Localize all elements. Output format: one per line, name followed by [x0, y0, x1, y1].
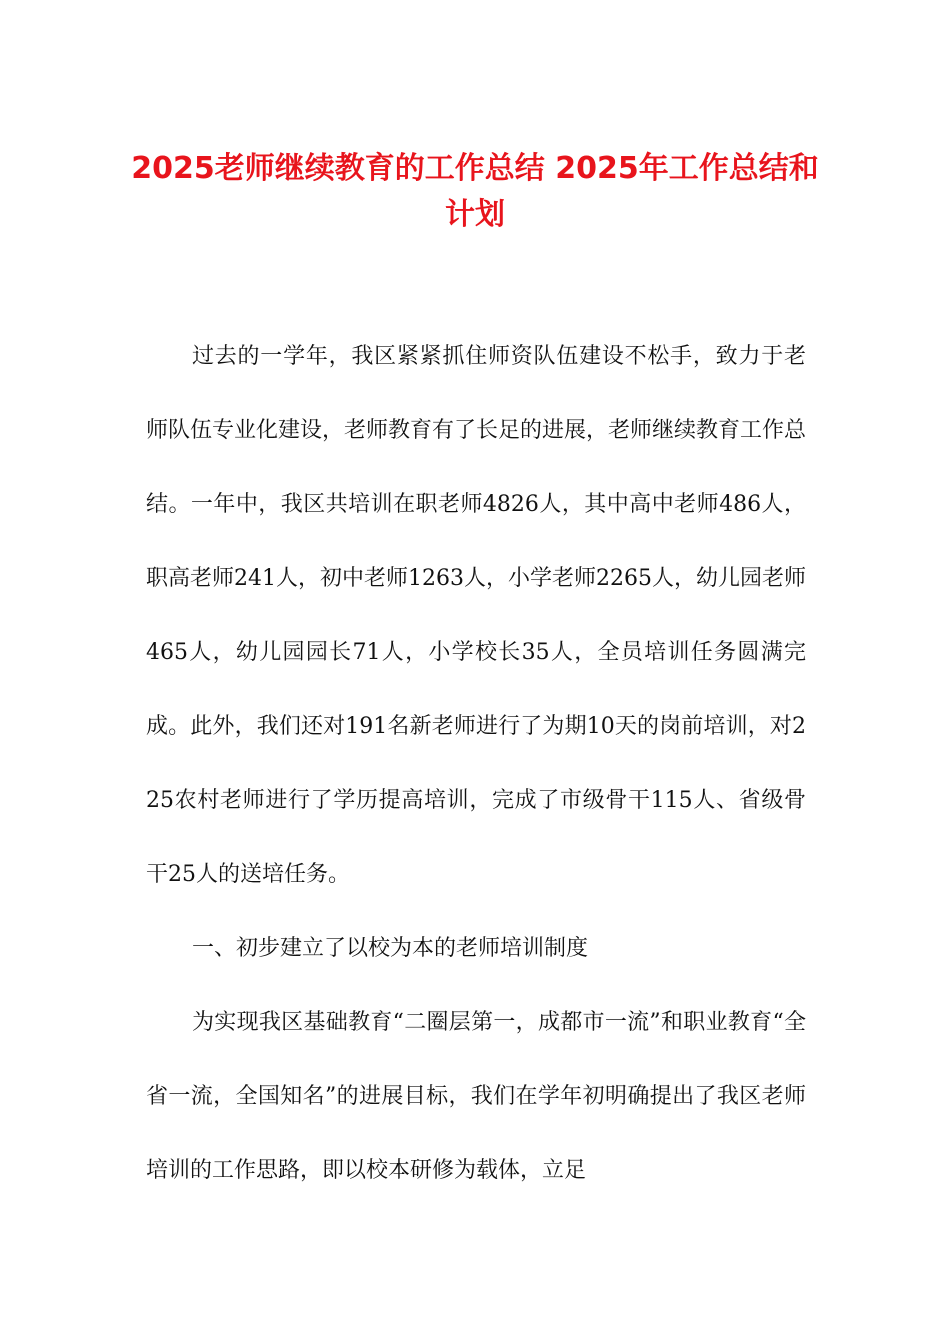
section-heading-1: 一、初步建立了以校为本的老师培训制度 [192, 936, 589, 961]
paragraph-intro: 过去的一学年，我区紧紧抓住师资队伍建设不松手，致力于老师队伍专业化建设，老师教育有了长足的进展，老师继续教育工作总结。一年中，我区共培训在职老师4826人，其中高中老师486人，职高老师241人，初中老师1263人，小学老师2265人，幼儿园老师465人，幼儿园园长71人，小学校长35人，全员培训任务圆满完成。此外，我们还对191名新老师进行了为期10天的岗前培训，对225农村老师进行了学历提高培训，完成了市级骨干115人、省级骨干25人的送培任务。 [146, 344, 807, 887]
document-title: 2025老师继续教育的工作总结 2025年工作总结和计划 [131, 151, 819, 232]
document-body [146, 320, 806, 1208]
paragraph-section-1: 为实现我区基础教育“二圈层第一，成都市一流”和职业教育“全省一流，全国知名”的进展目标，我们在学年初明确提出了我区老师培训的工作思路，即以校本研修为载体，立足 [146, 1010, 806, 1183]
